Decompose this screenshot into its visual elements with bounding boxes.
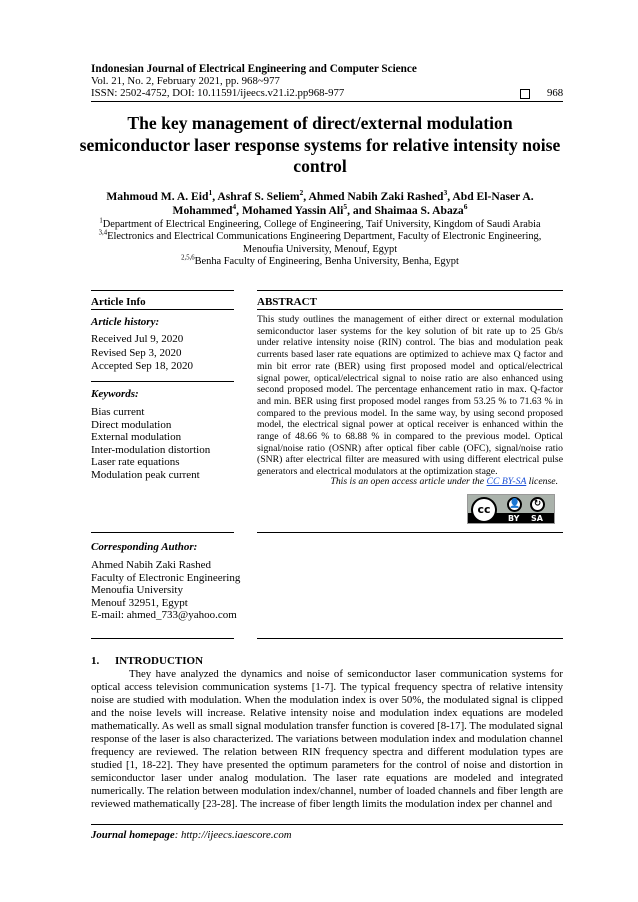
journal-homepage[interactable] [91,829,292,841]
affiliation-item [78,256,562,268]
introduction-paragraph: They have analyzed the dynamics and noise of semiconductor laser communication systems for optical access television communication systems [1-7]. The typical frequency spectra of relative intensity noise are studied with modulation. When the modulation index is over 50%, the modulated signal is clipped and the noise levels will increase. Relative intensity noise and modulation index equations are modeled mathematically. As well as small signal modulation transfer function is covered [8-17]. The modulated signal response of the laser is also characterized. The variations between modulation index and modulation channel frequency are reviewed. The relation between RIN frequency spectra and different modulation types are studied [1, 18-22]. They have presented the optimum parameters for the control of noise and distortion in semiconductor laser under analog modulation. The laser rate equations are modeled and integrated numerically. The relation between modulation index/channel, number of loaded channels and fiber length are reviewed mathematically [23-28]. The increase of fiber length limits the modulation index per channel and [91,668,563,810]
keyword-item: Modulation peak current [91,468,200,481]
corresponding-university: Menoufia University [91,584,183,597]
affiliation-text: Electronics and Electrical Communications Engineering Department, Faculty of Electronic Engineering, Menoufia University, Menouf, Egypt [107,231,542,255]
corresponding-author-details [91,559,240,622]
header-divider [91,101,563,102]
keywords-heading: Keywords: [91,388,139,400]
article-history-list [91,333,193,374]
license-prefix: This is an open access article under the [330,476,487,487]
keywords-list [91,406,210,482]
keyword-item: External modulation [91,431,182,444]
author-affiliation-mark: 6 [463,202,468,212]
section-title: INTRODUCTION [115,655,204,667]
author-affiliation-mark: 1 [208,188,213,198]
corresponding-address: Menouf 32951, Egypt [91,596,188,609]
affiliation-mark: 3,4 [98,229,108,237]
issn-doi-line: ISSN: 2502-4752, DOI: 10.11591/ijeecs.v21.i2.pp968-977 [91,87,345,99]
keyword-item: Bias current [91,406,145,418]
cc-by-sa-badge[interactable] [467,494,555,524]
author-name: Shaimaa S. Abaza [374,204,464,217]
author-affiliation-mark: 3 [443,188,448,198]
history-accepted: Accepted Sep 18, 2020 [91,360,194,372]
article-info-divider [91,309,234,310]
share-alike-icon: ↻ [530,497,545,512]
article-info-heading: Article Info [91,296,146,308]
info-bottom-rule [91,638,234,639]
abstract-heading: ABSTRACT [257,296,317,308]
author-affiliation-mark: 4 [232,202,237,212]
affiliation-text: Department of Electrical Engineering, College of Engineering, Taif University, Kingdom of Saudi Arabia [102,219,541,230]
affiliation-text: Benha Faculty of Engineering, Benha University, Benha, Egypt [194,256,459,268]
abstract-text: This study outlines the management of either direct or external modulation semiconductor laser systems for the key solution of bit rate up to 25 Gb/s under relative intensity noise (RIN) control. The bias and modulation peak currents based laser rate equations are optimized to achieve max Q factor and min bit error rate (BER) using first proposed model and optical/electrical signal power, optical/electrical signal to noise ratio are also enhanced using second proposed model. The percentage enhancement ratio in max. Q-factor and min. BER using first proposed model ranges from 53.25 % to 71.63 % in compared to the previous model. In the same way, by using second proposed model, the electrical signal power at optical receiver is enhanced within the range of 48.66 % to 68.88 % in compared to the previous model. Optical signal/noise ratio (OSNR) after optical fiber cable (OFC), signal/noise ratio (SNR) after electrical filter are measured with using different electrical pulse generators and electrical modulators at the optimization stage. [257,314,563,478]
author-separator: , [236,204,242,217]
author-separator: , [303,190,309,203]
keyword-item: Laser rate equations [91,456,180,469]
history-revised: Revised Sep 3, 2020 [91,346,182,359]
affiliation-mark: 2,5,6 [181,254,195,262]
journal-name: Indonesian Journal of Electrical Engineering and Computer Science [91,63,417,75]
keyword-item: Direct modulation [91,418,172,431]
history-received: Received Jul 9, 2020 [91,333,184,345]
license-suffix: license. [526,476,558,487]
attribution-person-icon: 👤 [507,497,522,512]
abstract-bottom-rule [257,532,563,533]
abstract-end-rule [257,638,563,639]
affiliation-item [78,219,562,231]
section-number: 1. [91,655,100,667]
author-name: Ahmed Nabih Zaki Rashed [308,190,444,203]
license-link[interactable]: CC BY-SA [486,476,527,487]
page-number: 968 [547,87,564,99]
author-name: Mahmoud M. A. Eid [106,190,209,203]
license-statement [257,476,558,487]
author-name: Mohamed Yassin Ali [241,204,344,217]
corresponding-author-heading: Corresponding Author: [91,541,198,553]
homepage-label: Journal homepage [91,829,175,841]
introduction-text [91,668,563,810]
footer-divider [91,824,563,825]
badge-by-label: BY [508,514,520,523]
corresponding-email: E-mail: ahmed_733@yahoo.com [91,609,237,622]
introduction-heading [91,655,203,667]
checkbox-square-icon [520,89,530,99]
keywords-divider [91,381,234,382]
author-separator: , and [347,204,375,217]
affiliation-item [78,231,562,256]
corresponding-name: Ahmed Nabih Zaki Rashed [91,559,212,571]
keyword-item: Inter-modulation distortion [91,443,211,456]
affiliation-list [78,219,562,269]
author-affiliation-mark: 5 [343,202,348,212]
author-separator: , [447,190,453,203]
corresponding-faculty: Faculty of Electronic Engineering [91,571,241,584]
abstract-divider [257,309,563,310]
author-name: Abd El-Naser A. Mohammed [172,190,534,217]
author-affiliation-mark: 2 [299,188,304,198]
article-info-top-rule [91,290,234,291]
creative-commons-icon: cc [471,497,497,523]
affiliation-mark: 1 [99,217,103,225]
homepage-url: : http://ijeecs.iaescore.com [174,829,292,841]
author-name: Ashraf S. Seliem [217,190,300,203]
author-list [80,190,560,218]
paper-title: The key management of direct/external modulation semiconductor laser response systems for relative intensity noise control [79,113,561,176]
badge-sa-label: SA [531,514,543,523]
volume-line: Vol. 21, No. 2, February 2021, pp. 968~977 [91,75,280,87]
article-history-heading: Article history: [91,316,160,328]
corresponding-divider [91,532,234,533]
abstract-top-rule [257,290,563,291]
author-separator: , [212,190,218,203]
